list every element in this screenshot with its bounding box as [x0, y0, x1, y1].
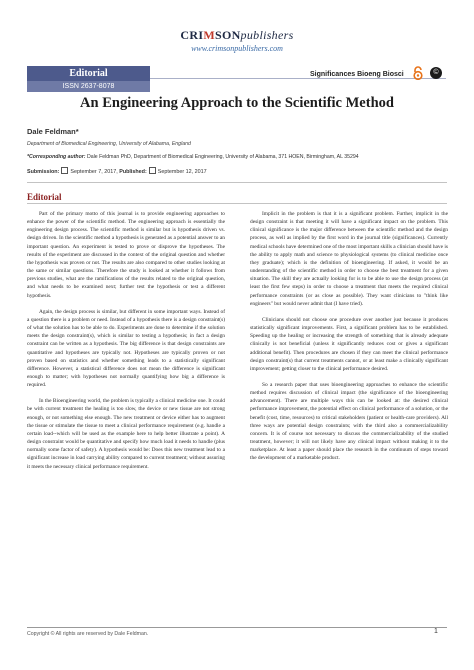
body-paragraph: Again, the design process is similar, but different in some important ways. Instead of a question there is a problem or need. Instead of a hypothesis there is a design constraint(s) of what the solution has to be able to do. Experiments are done to determine if the solution meets the design constraint(s), which is similar to testing a hypothesis; in fact a design constraint can be written as a hypothesis. The big difference is that design constraints are quantitative and hypotheses are typically not. Hypotheses are typically proven or not proven based on statistics and whether something leads to a statistically significant difference. However, a statistical difference does not mean the difference is significant enough to matter; with hypotheses not normally quantifying how big a difference is required.	[27, 308, 225, 389]
section-divider	[27, 182, 447, 183]
submission-date: September 7, 2017,	[70, 169, 118, 175]
body-paragraph: Part of the primary motto of this journal is to provide engineering approaches to enhance the power of the scientific method. The engineering approach is essentially the engineering design process. The scientific method is similar but is hypothesis driven vs. design driven. In the scientific method a hypothesis is generated as a potential answer to an important question. An experiment is tested to prove or disprove the hypotheses. The results of the experiment are discussed in the context of the original question and whether the hypothesis was proven or not. The results are also compared to other studies looking at the same or similar questions. Therefore the study is looked at whether it follows from previous studies, what are the ramifications of the results related to the original question, and what needs to be examined next; further test the hypothesis or test a different hypothesis.	[27, 211, 225, 299]
author-name: Dale Feldman*	[27, 127, 79, 136]
section-divider	[27, 203, 447, 204]
publisher-url[interactable]: www.crimsonpublishers.com	[191, 44, 283, 53]
corresponding-label: *Corresponding author:	[27, 154, 86, 160]
section-heading: Editorial	[27, 192, 62, 202]
logo-text-3: SON	[214, 28, 241, 42]
corresponding-author	[27, 154, 359, 160]
license-icon: ©	[430, 67, 442, 79]
body-paragraph: Implicit in the problem is that it is a significant problem. Further, implicit in the design constraint is that meeting it will have a significant impact on the problem. This clinical significance is the major difference between the scientific method and the design process, as well as implied by the first word in the journal title (significances). Currently medical schools have determined one of the most important skills a clinician should have is the ability to apply math and science to physiological systems (to clinical medicine once they graduate); which is the definition of bioengineering. If asked, it would be an understanding of the scientific method in order to choose the best treatment for a given situation. The skill they are actually looking for is to be able to use the design process (at least the first few steps) in order to choose a treatment that meets the required clinical performance constraints (or as close as possible). They want clinicians to "think like engineers" but would never admit that (I have tried).	[250, 211, 448, 307]
logo-text-1: CRI	[180, 28, 204, 42]
article-title: An Engineering Approach to the Scientific Method	[80, 95, 394, 111]
body-paragraph: Clinicians should not choose one procedure over another just because it produces statistically significant improvements. First, a significant problem has to be established. Speeding up the healing or increasing the strength of something that is already adequate clinically is not beneficial (unless it significantly reduces cost or gives a significant additional benefit). Then procedures are chosen if they can meet the clinical performance design constraint(s) that current treatments cannot, or at least make a clinically significant improvement; getting closer to the clinical performance desired.	[250, 316, 448, 372]
body-column-right	[250, 210, 448, 471]
article-type-tag: Editorial	[27, 66, 150, 81]
footer-divider	[27, 627, 447, 628]
published-date: September 12, 2017	[157, 169, 207, 175]
open-access-icon	[412, 66, 424, 80]
body-paragraph: In the Bioengineering world, the problem is typically a clinical medicine one. It could be with current treatment the healing is too slow, the device or new tissue are not strong enough, or not something else enough. The new treatment or device either has to augment the tissue or stimulate the tissue to meet a clinical performance requirement (e.g. handle a certain load--which will be used as the example here to help better illustrate a point). A design constraint would be quantitative and specify how much load it needs to handle (plus normally some factor of safety). A hypothesis would be: Does this new treatment lead to a significant increase in load carrying ability compared to current treatment; without assuring it meets the necessary clinical performance requirement.	[27, 398, 225, 470]
calendar-icon	[149, 167, 156, 174]
submission-label: Submission:	[27, 169, 60, 175]
body-paragraph: So a research paper that uses bioengineering approaches to enhance the scientific method requires discussion of clinical impact (the significance of the bioengineering advancement). There are multiple ways this can be looked at: the desired clinical performance improvement, the potential effect on clinical performance of a solution, or the benefit (cost, time, resources) to critical stakeholders (patient or health-care providers). All three ways are potential design constraints; with the third also a commercializability concern. It is of course not necessary to discuss the commercializability of the studied treatment, however; it will not likely have any clinical impact without making it to the marketplace. At least a paper should place the research in the continuum of steps toward the development of a marketable product.	[250, 381, 448, 462]
copyright-notice: Copyright © All rights are reserved by Dale Feldman.	[27, 631, 149, 637]
article-dates	[27, 167, 207, 175]
logo-text-2: M	[203, 28, 215, 42]
corresponding-text: Dale Feldman PhD, Department of Biomedical Engineering, University of Alabama, 371 HOEN, Birmingham, AL 35294	[86, 154, 359, 160]
body-column-left	[27, 210, 225, 479]
publisher-logo	[0, 28, 474, 43]
author-affiliation: Department of Biomedical Engineering, University of Alabama, England	[27, 141, 191, 147]
page-number: 1	[434, 628, 438, 635]
header-divider	[150, 78, 446, 79]
issn-tag: ISSN 2637-8078	[27, 81, 150, 92]
published-label: Published:	[119, 169, 147, 175]
journal-abbreviation: Significances Bioeng Biosci	[310, 71, 404, 78]
logo-text-4: publishers	[240, 28, 294, 42]
calendar-icon	[61, 167, 68, 174]
